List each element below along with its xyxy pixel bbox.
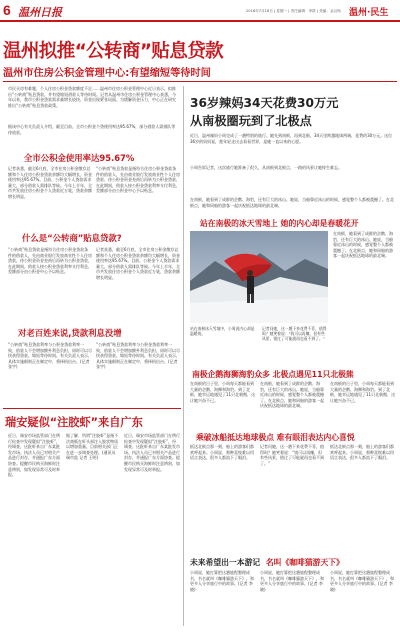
article2-body-icebreaker-3: 抵达北极点那一刻，船上的游客们都欢呼起来。小周说，那种喜悦难以用语言表达，很多人都流下了眼泪。 [330,444,394,461]
article2-body-penguins-1: 在南极的日子里，小周每天都能看到大量的企鹅、海狮和海豹。到了北极，她幸运地遇见了11只北极熊，这让她兴奋不已。 [190,381,256,403]
lead-intro: 市民买房有难题，个人住房公积金贷款额度不足……温州市住房公积金管理中心近日表示，拟推出“公转商”贴息贷款，并有望缩短借款人等待时间。记者从温州市住房公积金管理中心获悉，今年以来，我市公积金贷款需求量增长较快，资金出现紧张局面。为缓解资金压力，中心正在研究推出“公转商”贴息贷款政策。 [8,86,177,108]
article2-body-book-2: 小周说，她打算把这趟旅程整理成书，书名就叫《咖啡猫游天下》，和更多人分享旅行中的故事。(记者 李晓) [260,570,324,592]
lead-rule [3,81,397,82]
article2-body-icebreaker-2: 记者问她，这一趟下来花费不菲，值得吗？她笑着说：“钱可以再赚，但有些风景，错过了可能就再也看不到了。” [260,444,324,466]
masthead [0,0,400,22]
article2-body-icebreaker-1: 抵达北极点那一刻，船上的游客们都欢呼起来。小周说，那种喜悦难以用语言表达，很多人都流下了眼泪。 [190,444,254,461]
antarctica-photo-image [190,231,328,323]
article2-body-book-3: 小周说，她打算把这趟旅程整理成书，书名就叫《咖啡猫游天下》，和更多人分享旅行中的故事。(记者 李晓) [330,570,394,592]
antarctica-photo [190,231,328,323]
column-divider [183,86,184,626]
section-body-what-left: “公转商”贴息贷款是指符合住房公积金贷款条件的借款人，先由商业银行发放商业性个人住房贷款，待公积金资金充裕后再转为公积金贷款，在此期间，借款人按公积金贷款利率支付利息，差额部分由公积金中心予以贴息。 [8,247,92,275]
section-body-usage-right: “公转商”贴息贷款是指符合住房公积金贷款条件的借款人，先由商业银行发放商业性个人住房贷款，待公积金资金充裕后再转为公积金贷款，在此期间，借款人按公积金贷款利率支付利息，差额部分由公积金中心予以贴息。 [96,166,180,194]
section-body-usage-left: 记者获悉，截至6月底，全市住房公积金缴存总额和个人住房公积金贷款余额均大幅增长，资金使用率达95.67%。目前，公积金个人贷款需求量大，部分借款人需排队等候。今年上半年，全市共发放住房公积金个人贷款近万笔，贷款余额增长明显。 [8,166,92,199]
article2-body-penguins-3: 在南极的日子里，小周每天都能看到大量的企鹅、海狮和海豹。到了北极，她幸运地遇见了11只北极熊，这让她兴奋不已。 [330,381,396,403]
book-subhead-part1: 未来希望出一本游记 [190,558,261,567]
article2-intro: 近日，温州辣妈小周完成了一趟特别的旅行。她先到南极，再到北极，34天里跨越地球两端，花费约30万元。这位36岁的妈妈说，趁年轻走出去看看世界，是她一直以来的心愿。 [190,133,393,144]
article3-headline: 瑞安疑似“注胶虾”来自广东 [5,416,143,429]
photo-caption-right: 记者问她，这一趟下来花费不菲，值得吗？她笑着说：“钱可以再赚，但有些风景，错过了可能就再也看不到了。” [262,326,327,342]
book-subhead-part2: 名叫《咖啡猫游天下》 [265,558,344,567]
article3-body-col3: 近日，瑞安市场监管部门在例行检查中发现疑似“注胶虾”，经调查，这批虾来自广东某批发市场。执法人员已对相关产品进行封存，并通报广东方面协查。提醒市民购买海鲜时注意辨别，如发现异常可及时举报。 [124,433,180,472]
section-body-interest-right: “公转商”贴息贷款利率与公积金贷款利率一致，借款人不会增加额外利息负担，同时可以尽快获得贷款、缩短等待时间。有关负责人表示，具体实施细则正在制定中，将择机出台。(记者 张宇) [96,342,180,370]
section-title-usage: 全市公积金使用率达95.67% [24,153,135,163]
section-body-what-right: 记者获悉，截至6月底，全市住房公积金缴存总额和个人住房公积金贷款余额均大幅增长，资金使用率达95.67%。目前，公积金个人贷款需求量大，部分借款人需排队等候。今年上半年，全市共发放住房公积金个人贷款近万笔，贷款余额增长明显。 [96,247,180,280]
lead-subhead: 温州市住房公积金管理中心:有望缩短等待时间 [3,68,211,79]
article2-headline-a: 36岁辣妈34天花费30万元 [190,96,339,110]
lead-headline: 温州拟推“公转商”贴息贷款 [3,41,224,62]
article2-intro-3: 在南极，她看到了成群的企鹅、海豹，还有巨大的冰山。她说，当船靠近冰山的时候，感觉整个人都被震撼了。在北极点，她和同船的游客一起庆祝抵达地球的最北端。 [190,197,394,208]
article2-intro-2: 小周告诉记者，这次旅行她准备了很久，从南极到北极点，一路的风景让她终生难忘。 [190,165,342,170]
section-name: 温州·民生 [349,8,389,18]
article2-subhead-book [190,557,344,568]
section-title-what: 什么是“公转商”贴息贷款? [22,233,122,243]
article2-photo-title: 站在南极的冰天雪地上 她的内心却是春暖花开 [200,219,359,228]
photo-caption-left: 站在南极冰天雪地中，小周说内心却是温暖的。 [190,326,255,337]
article2-subhead-penguins: 南极企鹅海狮海豹众多 北极点遇见11只北极熊 [192,370,354,379]
paper-name: 温州日报 [18,6,62,19]
article2-body-book-1: 小周说，她打算把这趟旅程整理成书，书名就叫《咖啡猫游天下》，和更多人分享旅行中的故事。(记者 李晓) [190,570,254,592]
article3-body-col1: 近日，瑞安市场监管部门在例行检查中发现疑似“注胶虾”，经调查，这批虾来自广东某批发市场。执法人员已对相关产品进行封存，并通报广东方面协查。提醒市民购买海鲜时注意辨别，如发现异常可及时举报。 [8,433,61,478]
section-body-interest-left: “公转商”贴息贷款利率与公积金贷款利率一致，借款人不会增加额外利息负担，同时可以尽快获得贷款、缩短等待时间。有关负责人表示，具体实施细则正在制定中，将择机出台。(记者 张宇) [8,342,92,370]
lead-bottom-rule [3,408,181,409]
date-line: 2016年7月18日 | 星期一 | 责任编辑：李群 | 美编：金汉尚 [246,9,341,13]
article2-subhead-icebreaker: 乘破冰船抵达地球极点 难有眼泪表达内心喜悦 [196,433,355,442]
article2-headline-b: 从南极圈玩到了北极点 [190,114,312,128]
section-title-interest: 对老百姓来说,贷款利息没增 [18,328,122,338]
article2-body-penguins-2: 在南极，她看到了成群的企鹅、海豹，还有巨大的冰山。她说，当船靠近冰山的时候，感觉整个人都被震撼了。在北极点，她和同船的游客一起庆祝抵达地球的最北端。 [260,381,324,409]
lead-intro-2: 据该中心有关负责人介绍，截至目前，全市公积金个贷使用率达95.67%，部分借款人需排队等待放款。 [8,124,176,135]
article3-body-col2: 据了解，所谓“注胶虾”是指不法商贩在虾头部注入胶状物质以增加重量。目前相关部门正在进一步调查处理。(通讯员 瑞市监 记者 王明) [66,433,119,461]
page-number: 6 [3,2,11,18]
article2-right-column: 在南极，她看到了成群的企鹅、海豹，还有巨大的冰山。她说，当船靠近冰山的时候，感觉整个人都被震撼了。在北极点，她和同船的游客一起庆祝抵达地球的最北端。 [333,231,393,259]
